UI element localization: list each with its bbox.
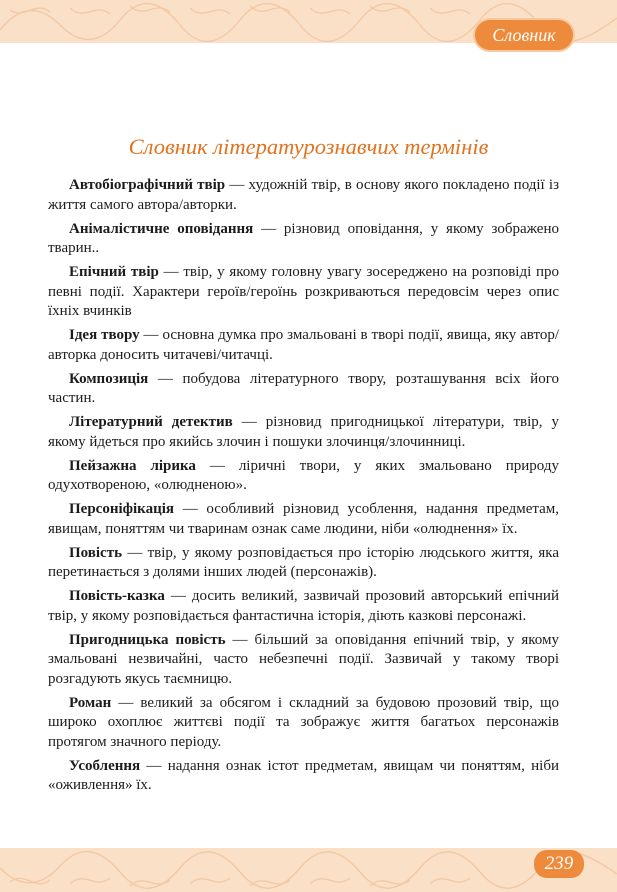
entry-definition: — більший за оповідання епічний твір, у якому змальовані незвичайні, часто небезпечні події. Зазвичай у такому творі розгадують якусь таємницю. xyxy=(48,631,559,687)
glossary-entry xyxy=(48,457,559,496)
entry-definition: — великий за обсягом і складний за будовою прозовий твір, що широко охоплює життєві події та зображує життя багатьох персонажів протягом значного періоду. xyxy=(48,694,559,750)
glossary-entry xyxy=(48,220,559,259)
entry-term: Повість xyxy=(69,544,123,561)
entry-term: Анімалістичне оповідання xyxy=(69,220,254,237)
entry-definition: — побудова літературного твору, розташування всіх його частин. xyxy=(48,370,559,406)
glossary-entry xyxy=(48,326,559,365)
footer-ornament-band xyxy=(0,848,617,892)
glossary-entry xyxy=(48,176,559,215)
entry-definition: — різновид оповідання, у якому зображено тварин.. xyxy=(48,220,559,256)
entry-definition: — художній твір, в основу якого покладено події із життя самого автора/авторки. xyxy=(48,177,560,213)
entry-definition: — ліричні твори, у яких змальовано природу одухотвореною, «олюдненою». xyxy=(48,457,559,493)
glossary-entry xyxy=(48,544,559,583)
glossary-entry xyxy=(48,631,559,690)
entry-definition: — досить великий, зазвичай прозовий авторський епічний твір, у якому розповідається фантастична історія, діють казкові персонажі. xyxy=(48,588,559,624)
entry-definition: — особливий різновид усоблення, надання предметам, явищам, поняттям чи тваринам ознак саме людини, ніби «олюднення» їх. xyxy=(48,501,559,537)
glossary-entry xyxy=(48,587,559,626)
glossary-entry xyxy=(48,263,559,322)
glossary-entry xyxy=(48,757,559,796)
glossary-entry xyxy=(48,370,559,409)
page-number: 239 xyxy=(534,850,584,878)
entry-term: Пейзажна лірика xyxy=(69,457,196,474)
entry-term: Усоблення xyxy=(69,757,141,774)
entry-term: Автобіографічний твір xyxy=(69,177,226,193)
page-title: Словник літературознавчих термінів xyxy=(128,134,489,159)
entry-term: Композиція xyxy=(69,370,149,387)
entry-definition: — твір, у якому головну увагу зосереджено на розповіді про певні події. Характери героїв/героїнь розкриваються передовсім через опис їхніх вчинків xyxy=(48,264,559,319)
entry-term: Літературний детектив xyxy=(69,414,233,430)
entry-term: Пригодницька повість xyxy=(69,631,226,648)
entry-definition: — різновид пригодницької літератури, твір, у якому йдеться про якийсь злочин і пошуки злочинця/злочинниці. xyxy=(48,414,559,450)
entry-term: Роман xyxy=(69,694,112,711)
entry-term: Епічний твір xyxy=(69,264,159,280)
glossary-entry xyxy=(48,694,559,753)
entry-term: Ідея твору xyxy=(69,327,140,343)
entry-term: Повість-казка xyxy=(69,588,165,604)
glossary-entry xyxy=(48,413,559,452)
glossary-entry xyxy=(48,500,559,539)
floral-ornament-icon xyxy=(0,848,617,892)
glossary-list xyxy=(48,176,559,800)
entry-definition: — основна думка про змальовані в творі події, явища, яку автор/авторка доносить читачеві/читачці. xyxy=(48,327,559,363)
entry-term: Персоніфікація xyxy=(69,501,175,517)
entry-definition: — твір, у якому розповідається про історію людського життя, яка перетинається з долями інших людей (персонажів). xyxy=(48,544,559,580)
entry-definition: — надання ознак істот предметам, явищам чи поняттям, ніби «оживлення» їх. xyxy=(48,757,559,793)
section-tab: Словник xyxy=(475,20,573,50)
